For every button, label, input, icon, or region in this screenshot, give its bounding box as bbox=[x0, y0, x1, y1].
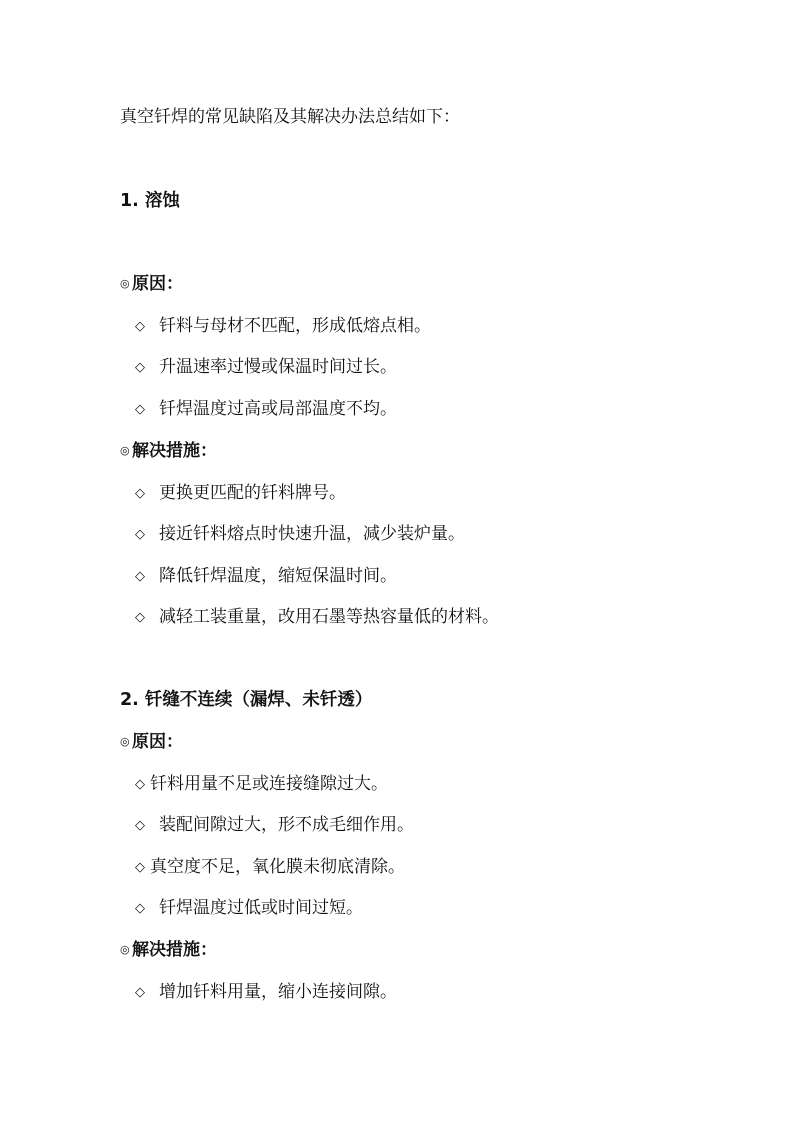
diamond-bullet-icon: ◇ bbox=[135, 402, 145, 417]
cause-label bbox=[120, 272, 183, 296]
cause-label-text: 原因： bbox=[132, 732, 183, 752]
solution-label bbox=[120, 439, 217, 463]
section-heading: 2. 钎缝不连续（漏焊、未钎透） bbox=[120, 690, 373, 710]
list-item-text: 装配间隙过大，形不成毛细作用。 bbox=[159, 815, 414, 835]
list-item-text: 钎焊温度过低或时间过短。 bbox=[159, 898, 363, 918]
list-item bbox=[135, 896, 363, 921]
diamond-bullet-icon: ◇ bbox=[135, 486, 145, 501]
list-item-text: 增加钎料用量，缩小连接间隙。 bbox=[159, 982, 397, 1002]
list-item bbox=[135, 855, 405, 880]
list-item bbox=[135, 397, 397, 422]
list-item-text: 接近钎料熔点时快速升温，减少装炉量。 bbox=[159, 524, 465, 544]
list-item bbox=[135, 564, 397, 589]
list-item bbox=[135, 522, 465, 547]
list-item bbox=[135, 813, 414, 838]
cause-label-text: 原因： bbox=[132, 274, 183, 294]
diamond-bullet-icon: ◇ bbox=[135, 985, 145, 1000]
list-item-text: 降低钎焊温度，缩短保温时间。 bbox=[159, 566, 397, 586]
diamond-bullet-icon: ◇ bbox=[135, 777, 145, 792]
circle-marker-icon: ◎ bbox=[120, 277, 130, 290]
circle-marker-icon: ◎ bbox=[120, 943, 130, 956]
list-item-text: 钎焊温度过高或局部温度不均。 bbox=[159, 399, 397, 419]
intro-text: 真空钎焊的常见缺陷及其解决办法总结如下： bbox=[120, 107, 460, 127]
list-item-text: 钎料与母材不匹配，形成低熔点相。 bbox=[159, 316, 431, 336]
circle-marker-icon: ◎ bbox=[120, 444, 130, 457]
list-item-text: 钎料用量不足或连接缝隙过大。 bbox=[150, 774, 388, 794]
list-item bbox=[135, 772, 388, 797]
diamond-bullet-icon: ◇ bbox=[135, 527, 145, 542]
list-item-text: 真空度不足，氧化膜未彻底清除。 bbox=[150, 857, 405, 877]
list-item-text: 减轻工装重量，改用石墨等热容量低的材料。 bbox=[159, 607, 499, 627]
list-item-text: 升温速率过慢或保温时间过长。 bbox=[159, 357, 397, 377]
list-item bbox=[135, 605, 499, 630]
diamond-bullet-icon: ◇ bbox=[135, 610, 145, 625]
diamond-bullet-icon: ◇ bbox=[135, 569, 145, 584]
list-item-text: 更换更匹配的钎料牌号。 bbox=[159, 483, 346, 503]
section-heading: 1. 溶蚀 bbox=[120, 191, 180, 211]
solution-label bbox=[120, 938, 217, 962]
list-item bbox=[135, 314, 431, 339]
cause-label bbox=[120, 730, 183, 754]
list-item bbox=[135, 355, 397, 380]
diamond-bullet-icon: ◇ bbox=[135, 319, 145, 334]
solution-label-text: 解决措施： bbox=[132, 940, 217, 960]
diamond-bullet-icon: ◇ bbox=[135, 860, 145, 875]
diamond-bullet-icon: ◇ bbox=[135, 901, 145, 916]
circle-marker-icon: ◎ bbox=[120, 735, 130, 748]
diamond-bullet-icon: ◇ bbox=[135, 818, 145, 833]
solution-label-text: 解决措施： bbox=[132, 441, 217, 461]
list-item bbox=[135, 481, 346, 506]
diamond-bullet-icon: ◇ bbox=[135, 360, 145, 375]
list-item bbox=[135, 980, 397, 1005]
